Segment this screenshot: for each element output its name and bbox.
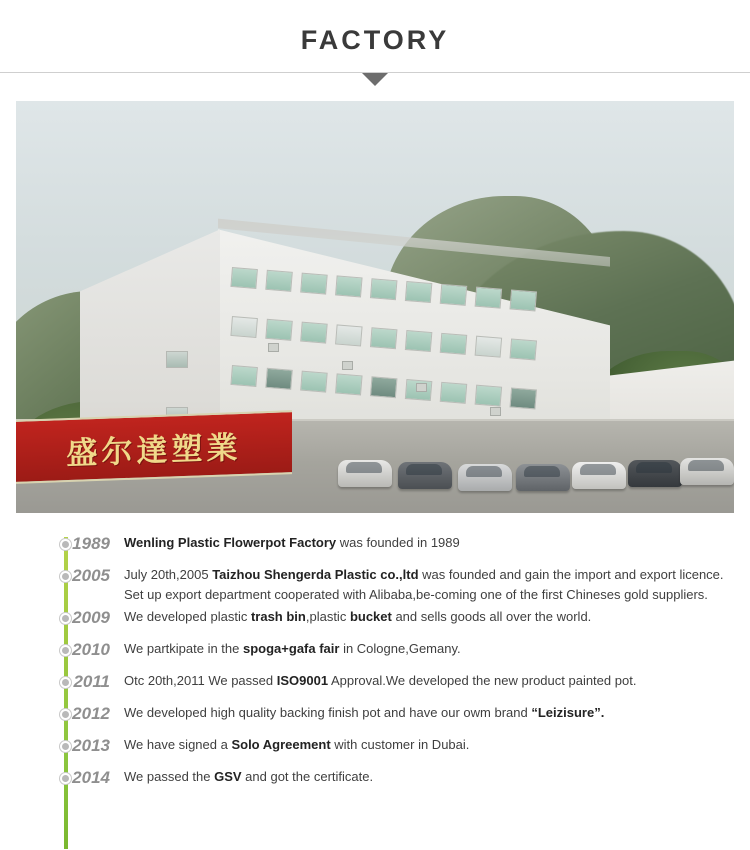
timeline-description xyxy=(124,607,734,627)
timeline-text: We have signed a xyxy=(124,737,232,753)
timeline-text: in Cologne,Gemany. xyxy=(339,641,461,657)
timeline-year: 2009 xyxy=(72,608,110,628)
timeline-text: and got the certificate. xyxy=(241,769,374,785)
timeline-description xyxy=(124,735,734,755)
window xyxy=(370,377,398,399)
window xyxy=(300,322,328,344)
window xyxy=(300,371,328,393)
timeline-text: We developed plastic xyxy=(124,609,251,625)
window xyxy=(405,330,433,352)
timeline-highlight: Wenling Plastic Flowerpot Factory xyxy=(124,535,337,550)
timeline-description xyxy=(124,703,734,723)
window xyxy=(509,388,537,410)
window xyxy=(440,333,468,355)
window xyxy=(509,290,537,312)
timeline-text: July 20th,2005 xyxy=(124,567,213,582)
timeline-highlight: trash bin xyxy=(250,609,306,625)
timeline-entry xyxy=(16,703,734,733)
timeline-entry xyxy=(16,767,734,797)
timeline-text: Approval.We developed the new product painted pot. xyxy=(328,673,637,689)
timeline-year: 2012 xyxy=(72,704,110,724)
timeline-description xyxy=(124,533,734,553)
window xyxy=(230,267,258,289)
timeline-entry xyxy=(16,671,734,701)
parked-car xyxy=(572,462,626,489)
header-divider xyxy=(0,72,750,73)
timeline-highlight: Taizhou Shengerda Plastic co.,ltd xyxy=(212,567,419,582)
timeline-text: was founded and gain the import and export licence. Set up export department cooperated with Alibaba,be-coming one of the first Chineses gold suppliers. xyxy=(124,567,724,603)
window xyxy=(335,276,363,298)
timeline-highlight: bucket xyxy=(349,609,392,625)
parked-car xyxy=(628,460,682,487)
window xyxy=(166,351,188,368)
parked-car xyxy=(680,458,734,485)
timeline-year: 2011 xyxy=(73,672,110,692)
window xyxy=(230,316,258,338)
window xyxy=(475,287,503,309)
window xyxy=(370,328,398,350)
timeline-dot-icon xyxy=(60,539,71,550)
window xyxy=(440,284,468,306)
timeline-entry xyxy=(16,607,734,637)
timeline-text: and sells goods all over the world. xyxy=(391,609,592,625)
window xyxy=(335,374,363,396)
timeline-description xyxy=(124,767,734,787)
timeline-year: 2005 xyxy=(72,566,110,585)
timeline-text: We passed the xyxy=(124,769,215,785)
ac-unit xyxy=(342,361,353,370)
timeline-highlight: “Leizisure”. xyxy=(531,705,605,721)
window xyxy=(509,339,537,361)
window xyxy=(300,273,328,295)
parked-car xyxy=(338,460,392,487)
window xyxy=(405,281,433,303)
window xyxy=(475,385,503,407)
window xyxy=(475,336,503,358)
timeline-text: We partkipate in the xyxy=(124,641,243,657)
timeline-description xyxy=(124,671,734,691)
timeline-entry xyxy=(16,735,734,765)
timeline-year: 2014 xyxy=(72,768,110,788)
ac-unit xyxy=(490,407,501,416)
company-timeline xyxy=(0,533,750,799)
factory-photo xyxy=(16,101,734,513)
window xyxy=(335,325,363,347)
chevron-down-icon xyxy=(362,73,388,86)
window xyxy=(265,270,293,292)
timeline-entry xyxy=(16,639,734,669)
timeline-description xyxy=(124,565,734,605)
timeline-highlight: Solo Agreement xyxy=(231,737,331,753)
factory-sign-text: 盛尔達塑業 xyxy=(66,429,242,472)
parked-car xyxy=(516,464,570,491)
timeline-highlight: GSV xyxy=(214,769,242,785)
timeline-text: We developed high quality backing finish pot and have our owm brand xyxy=(124,705,532,721)
ac-unit xyxy=(268,343,279,352)
timeline-dot-icon xyxy=(60,571,71,582)
timeline-text: Otc 20th,2011 We passed xyxy=(124,673,277,689)
factory-sign-banner xyxy=(16,411,292,485)
timeline-highlight: ISO9001 xyxy=(276,673,329,689)
timeline-year: 2010 xyxy=(72,640,110,660)
timeline-entry xyxy=(16,565,734,605)
window xyxy=(265,368,293,390)
ac-unit xyxy=(416,383,427,392)
window xyxy=(440,382,468,404)
parked-car xyxy=(458,464,512,491)
window xyxy=(370,279,398,301)
timeline-text: with customer in Dubai. xyxy=(330,737,470,753)
window xyxy=(230,365,258,387)
timeline-year: 2013 xyxy=(72,736,110,756)
timeline-description xyxy=(124,639,734,659)
page-title: FACTORY xyxy=(300,25,450,55)
parked-car xyxy=(398,462,452,489)
timeline-text: was founded in 1989 xyxy=(336,535,460,550)
page-header xyxy=(0,0,750,73)
timeline-year: 1989 xyxy=(72,534,110,553)
timeline-highlight: spoga+gafa fair xyxy=(243,641,340,657)
window xyxy=(265,319,293,341)
timeline-entry xyxy=(16,533,734,563)
timeline-text: ,plastic xyxy=(305,609,350,625)
